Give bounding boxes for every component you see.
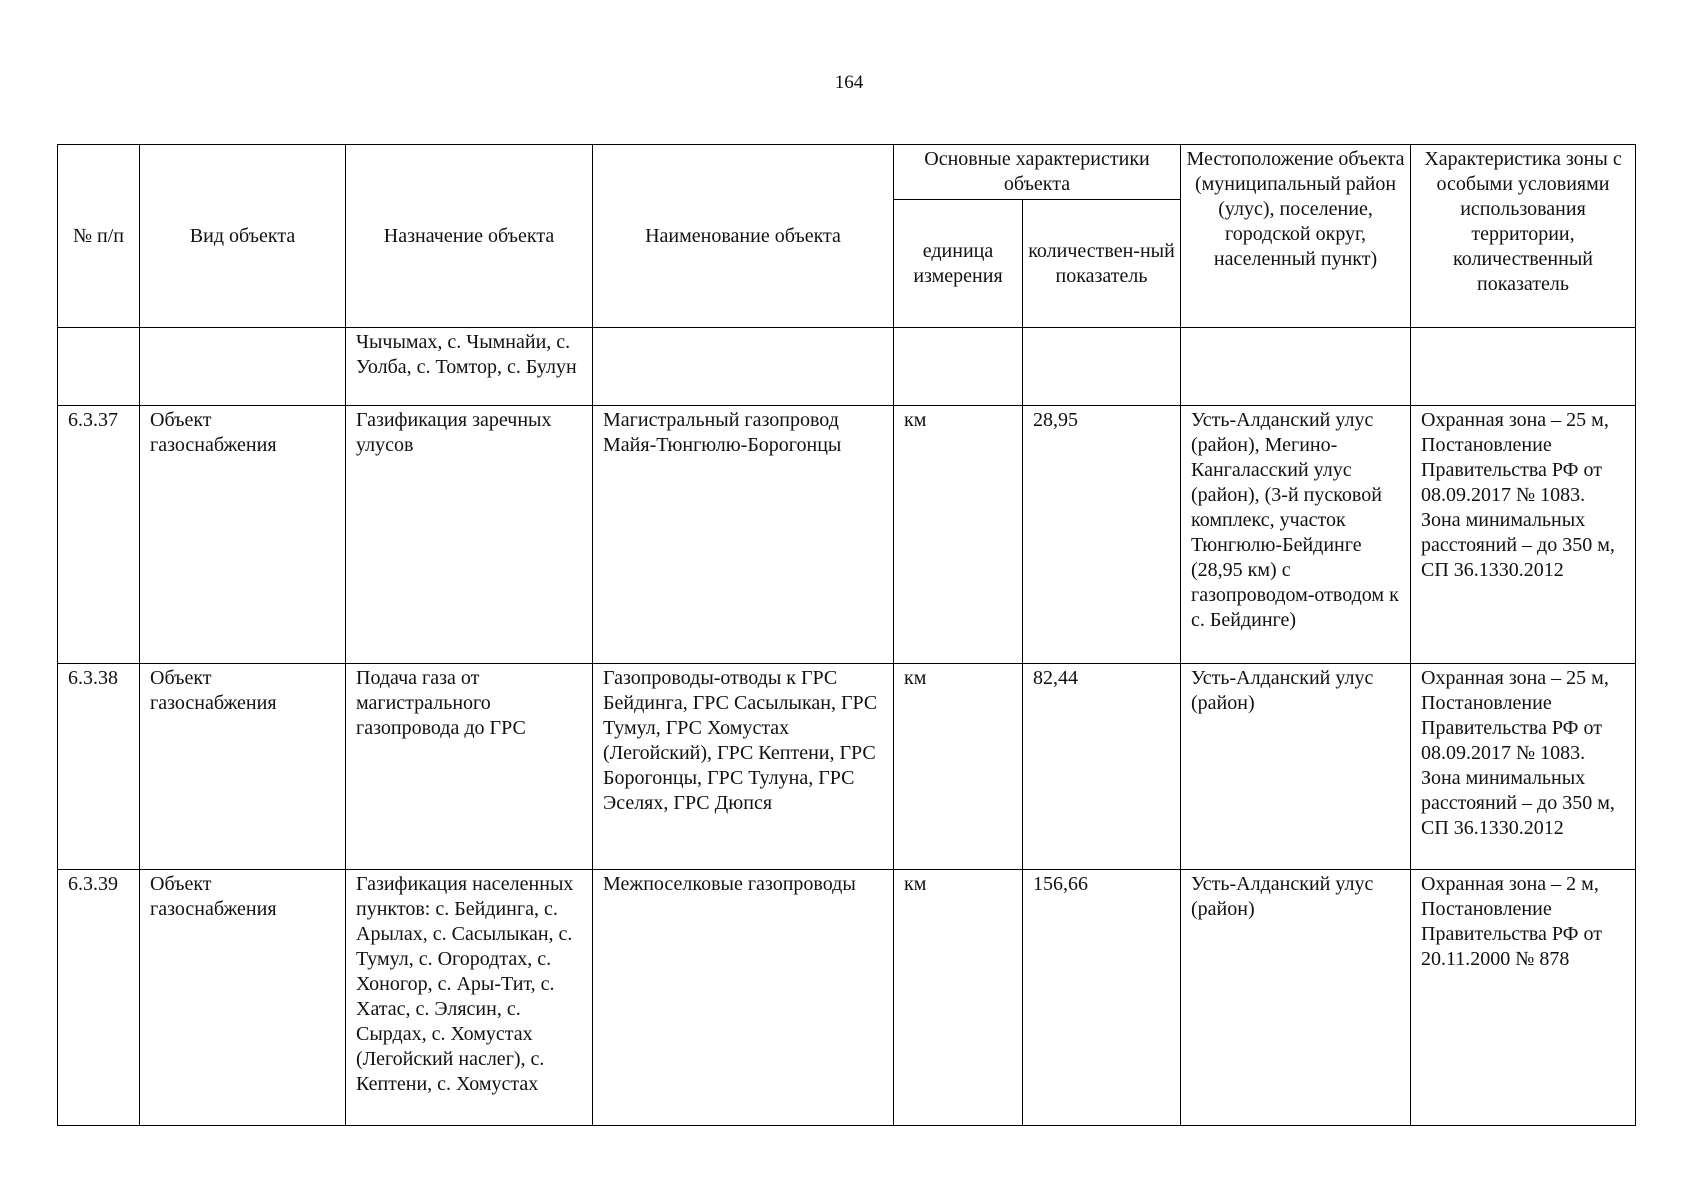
cell-type: Объект газоснабжения	[140, 870, 346, 1126]
cell-num: 6.3.37	[58, 406, 140, 664]
cell-name: Межпоселковые газопроводы	[593, 870, 894, 1126]
cell-location: Усть-Алданский улус (район)	[1181, 870, 1411, 1126]
header-zone: Характеристика зоны с особыми условиями использования территории, количественный показатель	[1411, 145, 1636, 328]
cell-name: Магистральный газопровод Майя-Тюнгюлю-Борогонцы	[593, 406, 894, 664]
cell-purpose: Подача газа от магистрального газопровода до ГРС	[346, 664, 593, 870]
cell-name: Газопроводы-отводы к ГРС Бейдинга, ГРС Сасылыкан, ГРС Тумул, ГРС Хомустах (Легойский), ГРС Кептени, ГРС Борогонцы, ГРС Тулуна, ГРС Эселях, ГРС Дюпся	[593, 664, 894, 870]
cell-qty: 156,66	[1023, 870, 1181, 1126]
cell-type: Объект газоснабжения	[140, 406, 346, 664]
cell-location: Усть-Алданский улус (район), Мегино-Кангаласский улус (район), (3-й пусковой комплекс, участок Тюнгюлю-Бейдинге (28,95 км) с газопроводом-отводом к с. Бейдинге)	[1181, 406, 1411, 664]
header-location: Местоположение объекта (муниципальный район (улус), поселение, городской округ, населенный пункт)	[1181, 145, 1411, 328]
header-type: Вид объекта	[140, 145, 346, 328]
cell-num: 6.3.38	[58, 664, 140, 870]
table-row	[58, 870, 1636, 1126]
cell-location: Усть-Алданский улус (район)	[1181, 664, 1411, 870]
table-row	[58, 328, 1636, 406]
cell-unit: км	[894, 870, 1023, 1126]
cell-unit: км	[894, 406, 1023, 664]
cell-unit: км	[894, 664, 1023, 870]
cell-type	[140, 328, 346, 406]
cell-zone: Охранная зона – 25 м, Постановление Правительства РФ от 08.09.2017 № 1083. Зона минимальных расстояний – до 350 м, СП 36.1330.2012	[1411, 664, 1636, 870]
cell-purpose: Чычымах, с. Чымнайи, с. Уолба, с. Томтор, с. Булун	[346, 328, 593, 406]
cell-zone	[1411, 328, 1636, 406]
cell-unit	[894, 328, 1023, 406]
cell-zone: Охранная зона – 2 м, Постановление Правительства РФ от 20.11.2000 № 878	[1411, 870, 1636, 1126]
header-name: Наименование объекта	[593, 145, 894, 328]
header-unit: единица измерения	[894, 200, 1023, 328]
cell-type: Объект газоснабжения	[140, 664, 346, 870]
cell-qty	[1023, 328, 1181, 406]
header-qty: количествен-ный показатель	[1023, 200, 1181, 328]
table-row	[58, 406, 1636, 664]
cell-purpose: Газификация заречных улусов	[346, 406, 593, 664]
header-main-characteristics: Основные характеристики объекта	[894, 145, 1181, 200]
cell-num: 6.3.39	[58, 870, 140, 1126]
cell-name	[593, 328, 894, 406]
cell-purpose: Газификация населенных пунктов: с. Бейдинга, с. Арылах, с. Сасылыкан, с. Тумул, с. Огородтах, с. Хоногор, с. Ары-Тит, с. Хатас, с. Элясин, с. Сырдах, с. Хомустах (Легойский наслег), с. Кептени, с. Хомустах	[346, 870, 593, 1126]
cell-zone: Охранная зона – 25 м, Постановление Правительства РФ от 08.09.2017 № 1083. Зона минимальных расстояний – до 350 м, СП 36.1330.2012	[1411, 406, 1636, 664]
cell-qty: 28,95	[1023, 406, 1181, 664]
cell-qty: 82,44	[1023, 664, 1181, 870]
cell-num	[58, 328, 140, 406]
table-row	[58, 664, 1636, 870]
cell-location	[1181, 328, 1411, 406]
header-purpose: Назначение объекта	[346, 145, 593, 328]
objects-table	[57, 144, 1636, 1126]
page-number: 164	[834, 72, 864, 93]
header-num: № п/п	[58, 145, 140, 328]
